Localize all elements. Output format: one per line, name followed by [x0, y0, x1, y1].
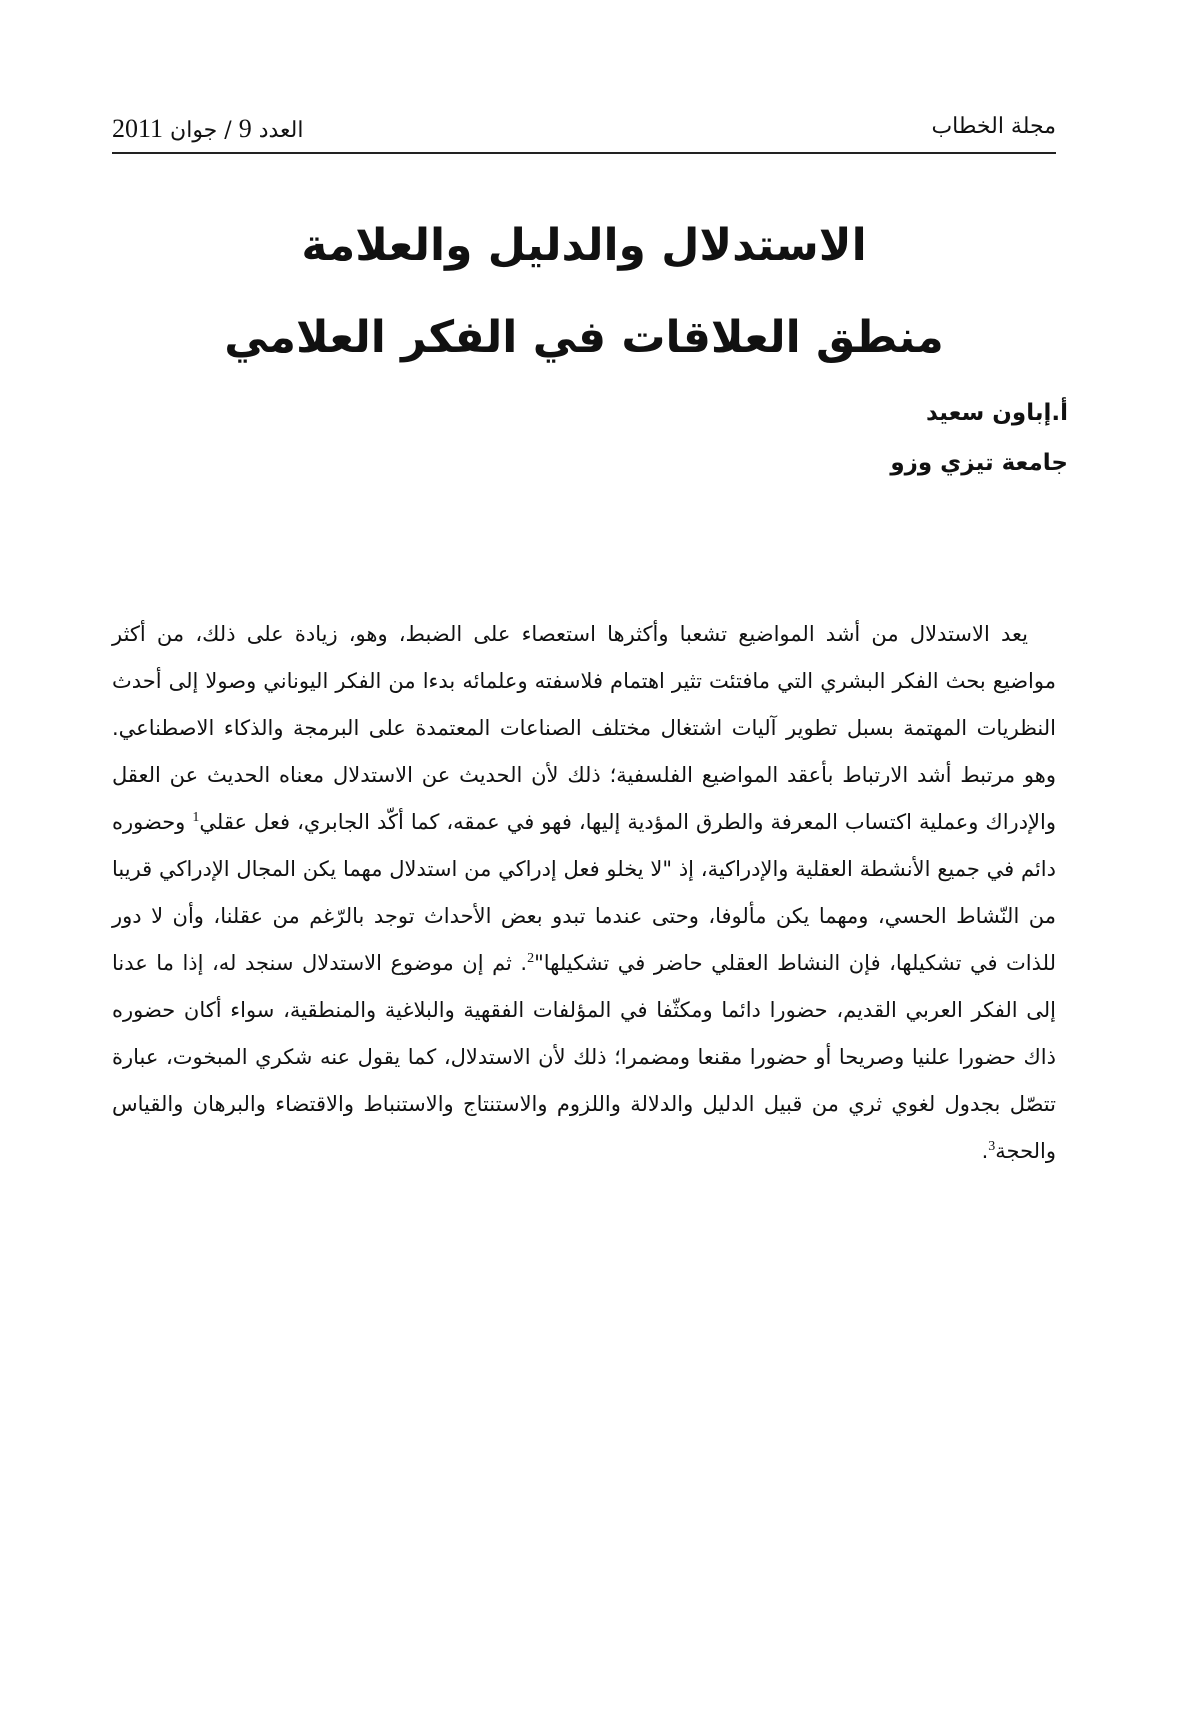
issue-label: العدد [258, 118, 304, 143]
title-line-2: منطق العلاقات في الفكر العلامي [224, 312, 944, 363]
title-line-1: الاستدلال والدليل والعلامة [301, 220, 867, 271]
footnote-ref-2[interactable]: 2 [527, 951, 535, 966]
body-text-part-2: وحضوره دائم في جميع الأنشطة العقلية والإدراكية، إذ "لا يخلو فعل إدراكي من استدلال مهما يكن المجال الإدراكي قريبا من النّشاط الحسي، ومهما يكن مألوفا، وحتى عندما تبدو بعض الأحداث توجد بالرّغم من عقلنا، وأن لا دور للذات في تشكيلها، فإن النشاط العقلي حاضر في تشكيلها" [112, 810, 1056, 975]
author-name: أ.إباون سعيد [926, 400, 1068, 426]
journal-name: مجلة الخطاب [931, 114, 1056, 139]
issue-separator: / [224, 118, 232, 143]
running-header [112, 112, 1056, 154]
footnote-ref-3[interactable]: 3 [988, 1139, 996, 1154]
body-text-part-4: . [981, 1139, 989, 1163]
body-paragraph [112, 611, 1056, 1175]
article-title [112, 200, 1056, 384]
author-affiliation: جامعة تيزي وزو [890, 450, 1068, 476]
issue-number: 9 [238, 114, 252, 143]
body-text-part-3: . ثم إن موضوع الاستدلال سنجد له، إذا ما عدنا إلى الفكر العربي القديم، حضورا دائما ومكثّفا في المؤلفات الفقهية والبلاغية والمنطقية، سواء أكان حضوره ذاك حضورا علنيا وصريحا أو حضورا مقنعا ومضمرا؛ ذلك لأن الاستدلال، كما يقول عنه شكري المبخوت، عبارة تتصّل بجدول لغوي ثري من قبيل الدليل والدلالة واللزوم والاستنتاج والاستنباط والاقتضاء والبرهان والقياس والحجة [112, 951, 1056, 1163]
issue-month: جوان [170, 118, 218, 143]
issue-year: 2011 [112, 114, 164, 143]
issue-info [112, 114, 303, 144]
author-block [0, 388, 1068, 488]
footnote-ref-1[interactable]: 1 [192, 810, 200, 825]
body-text-part-1: يعد الاستدلال من أشد المواضيع تشعبا وأكثرها استعصاء على الضبط، وهو، زيادة على ذلك، من أكثر مواضيع بحث الفكر البشري التي مافتئت تثير اهتمام فلاسفته وعلمائه بدءا من الفكر اليوناني وصولا إلى أحدث النظريات المهتمة بسبل تطوير آليات اشتغال مختلف الصناعات المعتمدة على البرمجة والذكاء الاصطناعي. وهو مرتبط أشد الارتباط بأعقد المواضيع الفلسفية؛ ذلك لأن الحديث عن الاستدلال معناه الحديث عن العقل والإدراك وعملية اكتساب المعرفة والطرق المؤدية إليها، فهو في عمقه، كما أكّد الجابري، فعل عقلي [112, 622, 1056, 834]
